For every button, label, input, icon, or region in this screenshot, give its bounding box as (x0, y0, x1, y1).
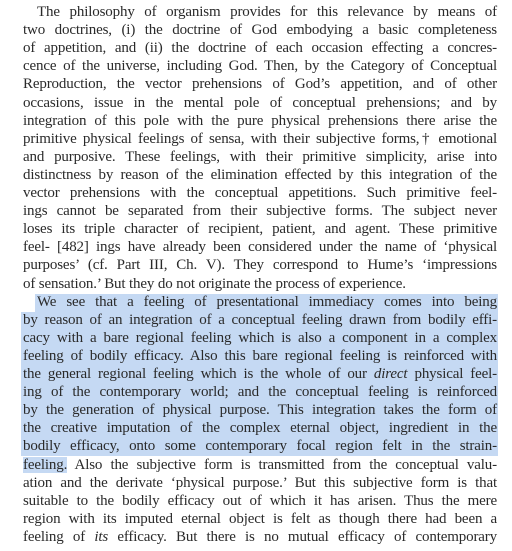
text-line: of appetition, and (ii) the doctrine of each occasion effecting a concres- (23, 40, 497, 57)
text-line: region with its imputed eternal object is felt as though there had been a (23, 510, 497, 527)
text-line (23, 528, 497, 546)
text-span: Also the subjective form is transmitted from the conceptual valu- (67, 456, 497, 473)
text-line: purposes’ (cf. Part III, Ch. V). They correspond to Hume’s ‘impressions (23, 257, 497, 274)
selected-text-line: the creative imputation of the complex eternal object, ingredient in the (23, 420, 497, 437)
selected-text-line: ing of the contemporary world; and the conceptual feeling is reinforced (23, 384, 497, 401)
selected-text-line: bodily efficacy, onto some contemporary focal region felt in the strain- (23, 438, 497, 455)
text-span: physical feel- (407, 366, 498, 382)
selected-text-line: We see that a feeling of presentational immediacy comes into being (37, 293, 497, 310)
text-line: The philosophy of organism provides for this relevance by means of (37, 4, 497, 20)
text-span: the general regional feeling which is the whole of our (23, 366, 374, 382)
text-line: occasions, issue in the mental pole of conceptual prehensions; and by (23, 94, 497, 111)
text-line: integration of this pole with the pure physical prehensions there arise the (23, 112, 497, 129)
selected-text-line: feeling of bodily efficacy. Also this bare regional feeling is reinforced with (23, 347, 497, 364)
text-line: loses its triple character of recipient, patient, and agent. These primitive (23, 221, 497, 238)
text-line: feel- [482] ings have already been considered under the name of ‘physical (23, 239, 497, 256)
selected-text-line: by the generation of physical purpose. This integration takes the form of (23, 402, 497, 419)
italic-its: its (94, 528, 109, 545)
text-span: efficacy. But there is no mutual efficacy of contemporary (108, 528, 497, 545)
text-line: ation and the derivate ‘physical purpose.’ But this subjective form is that (23, 474, 497, 491)
text-line: of sensation.’ But they do not originate the process of experience. (23, 275, 406, 292)
text-line: ings cannot be separated from their subjective forms. The subject never (23, 203, 497, 220)
text-line: Reproduction, the vector prehensions of God’s appetition, and of other (23, 76, 497, 93)
selected-word-feeling: feeling. (23, 456, 68, 473)
selected-text-line: by reason of an integration of a conceptual feeling drawn from bodily effi- (23, 311, 497, 328)
text-line (23, 456, 497, 474)
text-line: primitive physical feelings of sensa, with their subjective forms,† emotional (23, 130, 497, 147)
text-line: vector prehensions with the conceptual appetitions. Such primitive feel- (23, 185, 497, 201)
text-line: two doctrines, (i) the doctrine of God embodying a basic completeness (23, 22, 497, 39)
text-span: feeling of (23, 528, 95, 545)
selected-text-line (23, 365, 497, 383)
text-line: cence of the universe, including God. Then, by the Category of Conceptual (23, 58, 497, 75)
text-line: distinctness by reason of the elimination effected by this integration of the (23, 166, 497, 183)
selected-text-line: cacy with a bare regional feeling which is also a component in a complex (23, 329, 497, 346)
text-line: suitable to the bodily efficacy out of which it has arisen. Thus the mere (23, 492, 497, 509)
text-line: and purposive. These feelings, with their primitive simplicity, arise into (23, 148, 497, 165)
italic-direct: direct (373, 366, 408, 382)
